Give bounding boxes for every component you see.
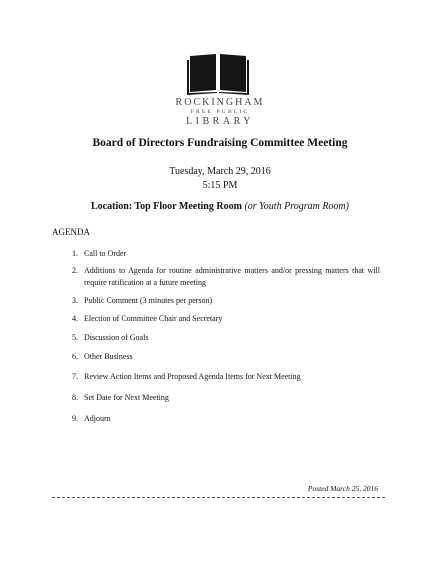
- logo-library-line: LIBRARY: [186, 116, 254, 127]
- location-alternate: (or Youth Program Room): [244, 201, 349, 212]
- agenda-item-text: Election of Committee Chair and Secretary: [84, 314, 223, 323]
- dashed-divider: [52, 497, 385, 498]
- agenda-item-number: 6.: [72, 352, 78, 361]
- agenda-item-number: 7.: [72, 372, 78, 381]
- agenda-heading: AGENDA: [52, 227, 90, 237]
- agenda-item-number: 1.: [72, 249, 78, 258]
- logo-name-line: ROCKINGHAM: [175, 97, 265, 108]
- agenda-item-number: 9.: [72, 414, 78, 423]
- meeting-time: 5:15 PM: [202, 180, 238, 191]
- location-label: Location: Top Floor Meeting Room: [91, 201, 242, 212]
- agenda-item-number: 4.: [72, 314, 78, 323]
- agenda-item-number: 2.: [72, 266, 78, 275]
- agenda-item-text: Public Comment (3 minutes per person): [84, 296, 213, 305]
- open-book-icon: [186, 52, 250, 96]
- agenda-item-text: Review Action Items and Proposed Agenda Items for Next Meeting: [84, 372, 301, 381]
- meeting-location: [0, 201, 440, 212]
- meeting-title: Board of Directors Fundraising Committee Meeting: [92, 137, 348, 149]
- agenda-item-text: Additions to Agenda for routine administrative matters and/or pressing matters that will require ratification at a future meeting: [84, 266, 380, 287]
- agenda-item-number: 5.: [72, 333, 78, 342]
- posted-date: Posted March 25, 2016: [307, 484, 378, 493]
- agenda-item-number: 3.: [72, 296, 78, 305]
- agenda-item-text: Other Business: [84, 352, 133, 361]
- agenda-item-number: 8.: [72, 393, 78, 402]
- agenda-item-text: Call to Order: [84, 249, 127, 258]
- meeting-date: Tuesday, March 29, 2016: [169, 166, 271, 177]
- agenda-item-text: Set Date for Next Meeting: [84, 393, 169, 402]
- agenda-item-text: Adjourn: [84, 414, 111, 423]
- logo-subtitle-line: FREE PUBLIC: [190, 109, 250, 115]
- agenda-item-text: Discussion of Goals: [84, 333, 149, 342]
